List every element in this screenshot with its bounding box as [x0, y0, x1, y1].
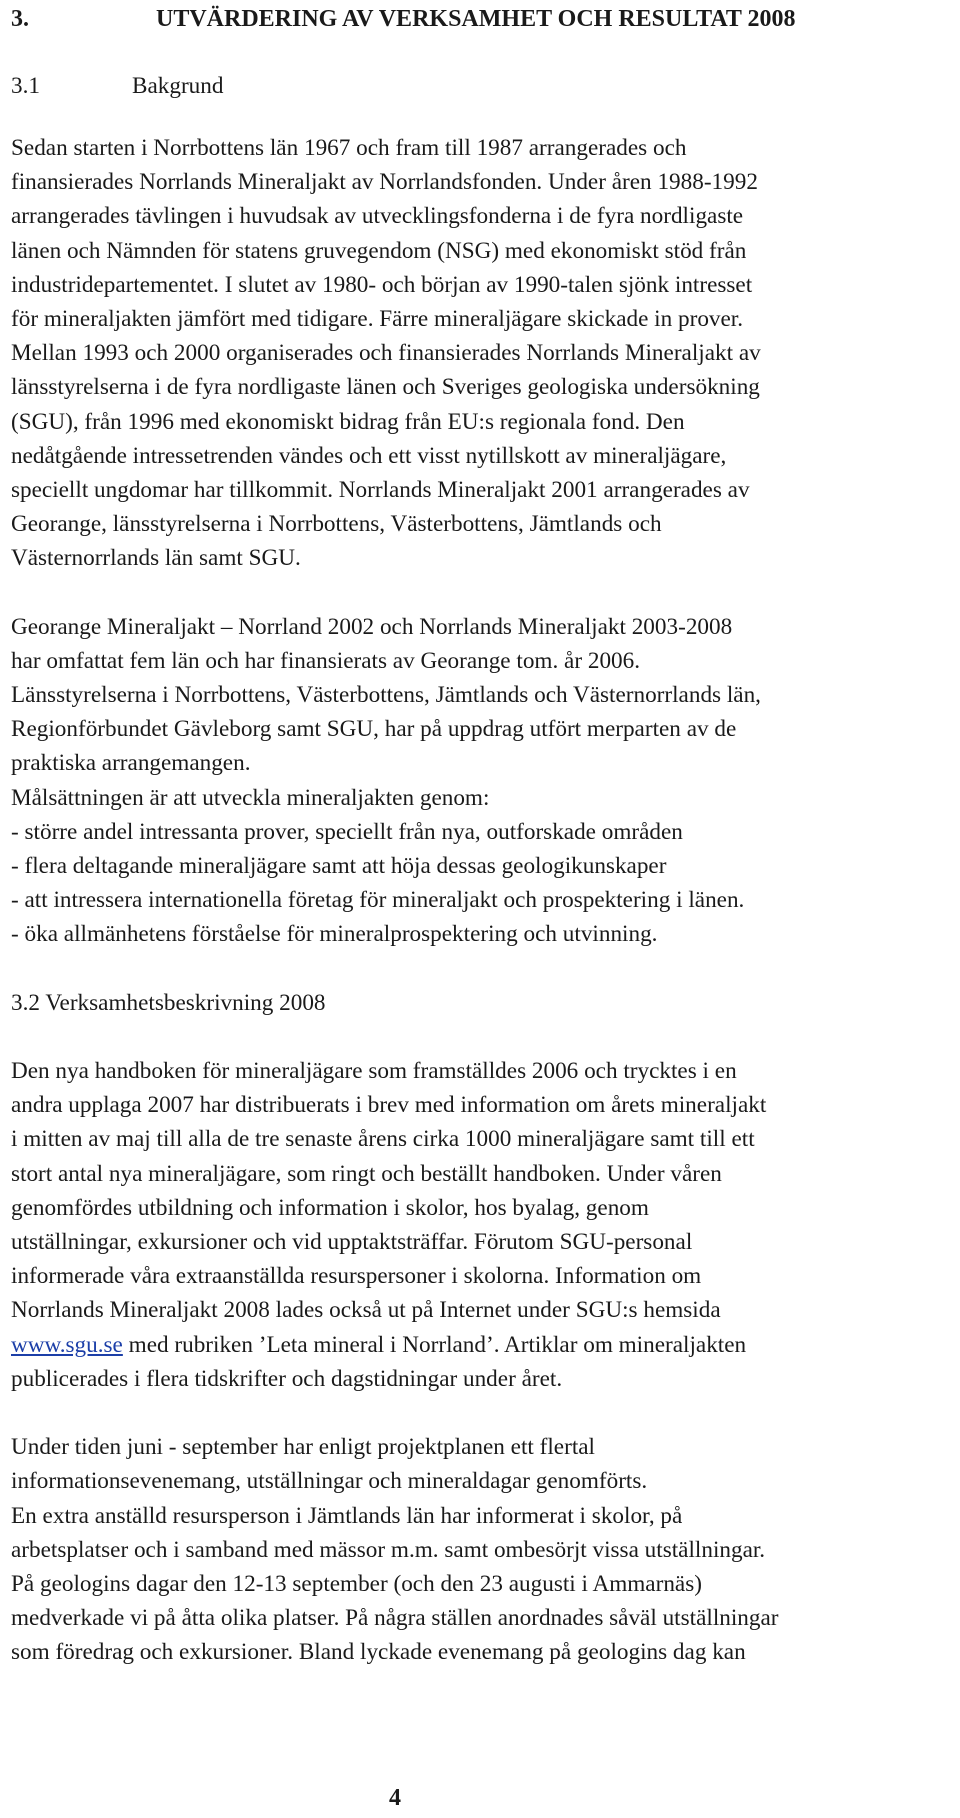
paragraph-2-line: Målsättningen är att utveckla mineraljakten genom:	[11, 785, 490, 811]
link-trailing-text: med rubriken ’Leta mineral i Norrland’. Artiklar om mineraljakten	[122, 1332, 747, 1358]
paragraph-4-line: Under tiden juni - september har enligt projektplanen ett flertal	[11, 1434, 595, 1460]
paragraph-1-line: speciellt ungdomar har tillkommit. Norrlands Mineraljakt 2001 arrangerades av	[11, 477, 750, 503]
chapter-title: UTVÄRDERING AV VERKSAMHET OCH RESULTAT 2008	[156, 6, 796, 32]
paragraph-1-line: Västernorrlands län samt SGU.	[11, 545, 301, 571]
paragraph-4-line: informationsevenemang, utställningar och mineraldagar genomförts.	[11, 1468, 648, 1494]
paragraph-3-line: genomfördes utbildning och information i skolor, hos byalag, genom	[11, 1195, 649, 1221]
paragraph-3-line: Den nya handboken för mineraljägare som framställdes 2006 och trycktes i en	[11, 1058, 737, 1084]
list-item: - flera deltagande mineraljägare samt att höja dessas geologikunskaper	[11, 853, 667, 879]
chapter-heading	[11, 7, 796, 31]
paragraph-3-line: Norrlands Mineraljakt 2008 lades också ut på Internet under SGU:s hemsida	[11, 1297, 721, 1323]
paragraph-3-line: publicerades i flera tidskrifter och dagstidningar under året.	[11, 1366, 563, 1392]
list-item: - att intressera internationella företag för mineraljakt och prospektering i länen.	[11, 887, 745, 913]
paragraph-1-line: arrangerades tävlingen i huvudsak av utvecklingsfonderna i de fyra nordligaste	[11, 203, 744, 229]
paragraph-1-line: Georange, länsstyrelserna i Norrbottens, Västerbottens, Jämtlands och	[11, 511, 662, 537]
paragraph-1-line: Sedan starten i Norrbottens län 1967 och fram till 1987 arrangerades och	[11, 135, 687, 161]
paragraph-2-line: praktiska arrangemangen.	[11, 750, 251, 776]
chapter-number: 3.	[11, 6, 29, 32]
section-title: Bakgrund	[132, 73, 224, 99]
section-heading-3-2: 3.2 Verksamhetsbeskrivning 2008	[11, 990, 326, 1016]
paragraph-1-line: länsstyrelserna i de fyra nordligaste länen och Sveriges geologiska undersökning	[11, 374, 760, 400]
paragraph-3-line: informerade våra extraanställda resurspersoner i skolorna. Information om	[11, 1263, 702, 1289]
paragraph-4-line: arbetsplatser och i samband med mässor m.m. samt ombesörjt vissa utställningar.	[11, 1537, 766, 1563]
paragraph-4-line: På geologins dagar den 12-13 september (och den 23 augusti i Ammarnäs)	[11, 1571, 702, 1597]
paragraph-2-line: Regionförbundet Gävleborg samt SGU, har på uppdrag utfört merparten av de	[11, 716, 737, 742]
paragraph-2-line: har omfattat fem län och har finansierats av Georange tom. år 2006.	[11, 648, 641, 674]
list-item: - större andel intressanta prover, speciellt från nya, outforskade områden	[11, 819, 683, 845]
paragraph-1-line: länen och Nämnden för statens gruvegendom (NSG) med ekonomiskt stöd från	[11, 238, 747, 264]
paragraph-1-line: (SGU), från 1996 med ekonomiskt bidrag från EU:s regionala fond. Den	[11, 409, 685, 435]
paragraph-1-line: Mellan 1993 och 2000 organiserades och finansierades Norrlands Mineraljakt av	[11, 340, 761, 366]
paragraph-1-line: för mineraljakten jämfört med tidigare. Färre mineraljägare skickade in prover.	[11, 306, 744, 332]
paragraph-4-line: som föredrag och exkursioner. Bland lyckade evenemang på geologins dag kan	[11, 1639, 746, 1665]
list-item: - öka allmänhetens förståelse för mineralprospektering och utvinning.	[11, 921, 658, 947]
paragraph-1-line: finansierades Norrlands Mineraljakt av Norrlandsfonden. Under åren 1988-1992	[11, 169, 758, 195]
paragraph-2-line: Georange Mineraljakt – Norrland 2002 och Norrlands Mineraljakt 2003-2008	[11, 614, 733, 640]
section-heading-3-1	[11, 75, 223, 98]
paragraph-3-line: andra upplaga 2007 har distribuerats i brev med information om årets mineraljakt	[11, 1092, 767, 1118]
paragraph-2-line: Länsstyrelserna i Norrbottens, Västerbottens, Jämtlands och Västernorrlands län,	[11, 682, 761, 708]
page-number: 4	[389, 1785, 401, 1811]
paragraph-3-line: stort antal nya mineraljägare, som ringt och beställt handboken. Under våren	[11, 1161, 722, 1187]
paragraph-1-line: industridepartementet. I slutet av 1980- och början av 1990-talen sjönk intresset	[11, 272, 753, 298]
paragraph-3-line: utställningar, exkursioner och vid upptaktsträffar. Förutom SGU-personal	[11, 1229, 693, 1255]
paragraph-1-line: nedåtgående intressetrenden vändes och ett visst nytillskott av mineraljägare,	[11, 443, 727, 469]
paragraph-4-line: medverkade vi på åtta olika platser. På några ställen anordnades såväl utställningar	[11, 1605, 779, 1631]
paragraph-3-line	[11, 1334, 746, 1357]
sgu-website-link[interactable]: www.sgu.se	[11, 1332, 123, 1358]
section-number: 3.1	[11, 73, 40, 99]
paragraph-4-line: En extra anställd resursperson i Jämtlands län har informerat i skolor, på	[11, 1503, 683, 1529]
paragraph-3-line: i mitten av maj till alla de tre senaste årens cirka 1000 mineraljägare samt till ett	[11, 1126, 755, 1152]
